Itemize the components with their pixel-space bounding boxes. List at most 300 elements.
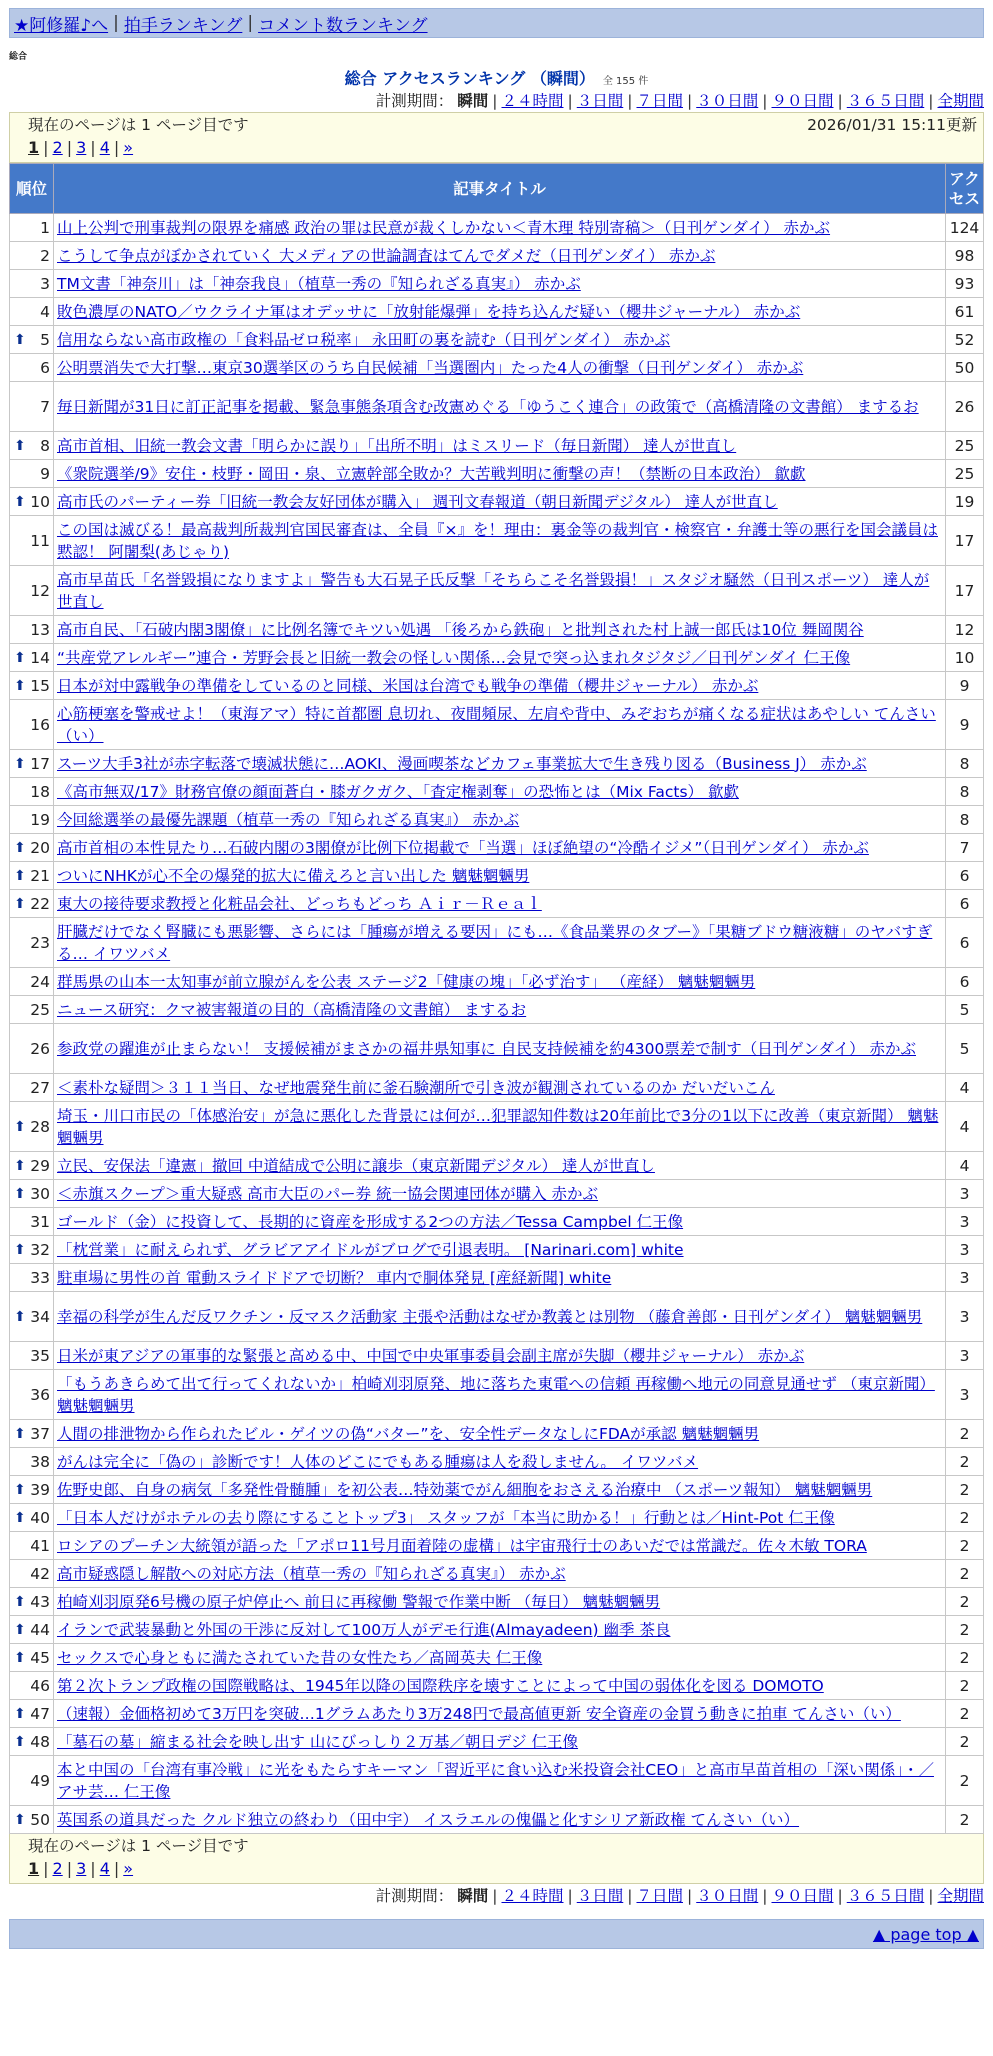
table-row [10, 1644, 984, 1672]
article-link[interactable]: 群馬県の山本一太知事が前立腺がんを公表 ステージ2「健康の塊」「必ず治す」 （産経） 魑魅魍魎男 [57, 972, 756, 991]
article-link[interactable]: 肝臓だけでなく腎臓にも悪影響、さらには「腫瘍が増える要因」にも…《食品業界のタブー》「果糖ブドウ糖液糖」のヤバすぎる… イワツバメ [57, 922, 933, 963]
rank-cell [10, 1448, 54, 1476]
title-cell [54, 1152, 946, 1180]
article-link[interactable]: 佐野史郎、自身の病気「多発性骨髄腫」を初公表…特効薬でがん細胞をおさえる治療中 （スポーツ報知） 魑魅魍魎男 [57, 1480, 873, 1499]
access-count: 98 [946, 242, 984, 270]
rank-cell [10, 1074, 54, 1102]
rank-header: 順位 [10, 164, 54, 214]
period-link-top-6[interactable]: 全期間 [937, 92, 984, 110]
article-link[interactable]: “共産党アレルギー”連合・芳野会長と旧統一教会の怪しい関係…会見で突っ込まれタジタジ／日刊ゲンダイ 仁王像 [57, 648, 851, 667]
article-link[interactable]: ついにNHKが心不全の爆発的拡大に備えろと言い出した 魑魅魍魎男 [57, 866, 530, 885]
article-link[interactable]: 《衆院選挙/9》安住・枝野・岡田・泉、立憲幹部全敗か？大苦戦判明に衝撃の声！（禁断の日本政治） 歙歔 [57, 464, 806, 483]
article-link[interactable]: 東大の接待要求教授と化粧品会社、どっちもどっち Ａｉｒ－Ｒｅａｌ [57, 894, 542, 913]
article-link[interactable]: 日本が対中露戦争の準備をしているのと同様、米国は台湾でも戦争の準備（櫻井ジャーナル） 赤かぶ [57, 676, 759, 695]
access-count: 6 [946, 862, 984, 890]
access-count: 8 [946, 750, 984, 778]
rank-number: 42 [30, 1564, 50, 1583]
access-count: 2 [946, 1532, 984, 1560]
article-link[interactable]: 本と中国の「台湾有事冷戦」に光をもたらすキーマン「習近平に食い込む米投資会社CEO」と高市早苗首相の「深い関係」・／アサ芸… 仁王像 [57, 1760, 934, 1801]
rank-number: 17 [30, 754, 50, 773]
period-current: 瞬間 [457, 92, 489, 110]
page-title: 総合 アクセスランキング （瞬間） [344, 69, 595, 88]
title-cell [54, 1700, 946, 1728]
period-link-top-1[interactable]: ３日間 [576, 92, 624, 110]
pager-separator: | [113, 1859, 120, 1878]
up-arrow-icon: ⬆ [14, 867, 26, 884]
article-link[interactable]: ロシアのプーチン大統領が語った「アポロ11号月面着陸の虚構」は宇宙飛行士のあいだでは常識だ。佐々木敏 TORA [57, 1536, 867, 1555]
rank-number: 19 [30, 810, 50, 829]
article-link[interactable]: ＜素朴な疑問＞３１１当日、なぜ地震発生前に釜石験潮所で引き波が観測されているのか だいだいこん [57, 1078, 775, 1097]
title-cell [54, 1588, 946, 1616]
table-row [10, 270, 984, 298]
nav-link-2[interactable]: コメント数ランキング [258, 15, 428, 36]
rank-number: 49 [30, 1771, 50, 1790]
page-top-link[interactable]: ▲ page top ▲ [872, 1924, 979, 1944]
period-link-top-5[interactable]: ３６５日間 [846, 92, 925, 110]
rank-cell [10, 1264, 54, 1292]
up-arrow-icon: ⬆ [14, 1481, 26, 1498]
table-row [10, 1588, 984, 1616]
up-arrow-icon: ⬆ [14, 1621, 26, 1638]
access-count: 3 [946, 1342, 984, 1370]
rank-cell [10, 1292, 54, 1342]
pager-separator: | [90, 1859, 96, 1878]
rank-number: 50 [30, 1810, 50, 1829]
table-row [10, 1024, 984, 1074]
table-row [10, 1208, 984, 1236]
rank-cell [10, 1024, 54, 1074]
access-count: 6 [946, 968, 984, 996]
pager-link-bottom-3[interactable]: 3 [76, 1859, 87, 1878]
access-count: 9 [946, 700, 984, 750]
up-arrow-icon: ⬆ [14, 755, 26, 772]
pager-link-top-4[interactable]: 4 [99, 138, 110, 157]
article-link[interactable]: ＜赤旗スクープ＞重大疑惑 高市大臣のパー券 統一協会関連団体が購入 赤かぶ [57, 1184, 599, 1203]
article-link[interactable]: 参政党の躍進が止まらない！ 支援候補がまさかの福井県知事に 自民支持候補を約4300票差で制す（日刊ゲンダイ） 赤かぶ [57, 1039, 916, 1058]
rank-cell [10, 806, 54, 834]
title-cell [54, 890, 946, 918]
table-row [10, 326, 984, 354]
info-box-top [9, 112, 984, 163]
article-link[interactable]: 高市疑惑隠し解散への対応方法（植草一秀の『知られざる真実』） 赤かぶ [57, 1564, 566, 1583]
table-row [10, 298, 984, 326]
article-link[interactable]: スーツ大手3社が赤字転落で壊滅状態に…AOKI、漫画喫茶などカフェ事業拡大で生き残り図る（Business J） 赤かぶ [57, 754, 867, 773]
article-link[interactable]: 山上公判で刑事裁判の限界を痛感 政治の罪は民意が裁くしかない＜青木理 特別寄稿＞（日刊ゲンダイ） 赤かぶ [57, 218, 831, 237]
rank-number: 45 [30, 1648, 50, 1667]
article-link[interactable]: この国は滅びる！最高裁判所裁判官国民審査は、全員『×』を！理由：裏金等の裁判官・検察官・弁護士等の悪行を国会議員は黙認！ 阿闍梨(あじゃり) [57, 520, 938, 561]
table-row [10, 616, 984, 644]
rank-number: 47 [30, 1704, 50, 1723]
rank-cell [10, 298, 54, 326]
period-separator: | [928, 1887, 934, 1905]
access-count: 2 [946, 1756, 984, 1806]
title-cell [54, 1756, 946, 1806]
rank-number: 46 [30, 1676, 50, 1695]
rank-cell [10, 1672, 54, 1700]
rank-number: 18 [30, 782, 50, 801]
rank-number: 12 [30, 581, 50, 600]
period-separator: | [837, 92, 843, 110]
article-link[interactable]: ゴールド（金）に投資して、長期的に資産を形成する2つの方法／Tessa Campbel 仁王像 [57, 1212, 684, 1231]
pager-link-top-2[interactable]: 2 [52, 138, 63, 157]
period-separator: | [492, 92, 498, 110]
rank-number: 44 [30, 1620, 50, 1639]
title-cell [54, 516, 946, 566]
table-row [10, 750, 984, 778]
access-count: 2 [946, 1616, 984, 1644]
title-cell [54, 750, 946, 778]
pager-separator: | [90, 138, 96, 157]
table-row [10, 834, 984, 862]
article-link[interactable]: こうして争点がぼかされていく 大メディアの世論調査はてんでダメだ（日刊ゲンダイ） 赤かぶ [57, 246, 716, 265]
table-row [10, 918, 984, 968]
period-separator: | [837, 1887, 843, 1905]
title-cell [54, 1532, 946, 1560]
up-arrow-icon: ⬆ [14, 1509, 26, 1526]
rank-number: 15 [30, 676, 50, 695]
table-row [10, 516, 984, 566]
rank-number: 33 [30, 1268, 50, 1287]
title-cell [54, 1504, 946, 1532]
title-cell [54, 996, 946, 1024]
table-row [10, 890, 984, 918]
title-cell [54, 270, 946, 298]
table-row [10, 488, 984, 516]
rank-number: 22 [30, 894, 50, 913]
top-nav-bar [9, 8, 984, 38]
bottom-bar [9, 1919, 984, 1949]
rank-cell [10, 1700, 54, 1728]
period-label: 計測期間： [375, 92, 454, 110]
article-link[interactable]: 「もうあきらめて出て行ってくれないか」柏崎刈羽原発、地に落ちた東電への信頼 再稼働へ地元の同意見通せず （東京新聞） 魑魅魍魎男 [57, 1374, 935, 1415]
rank-number: 10 [30, 492, 50, 511]
title-cell [54, 566, 946, 616]
period-separator: | [687, 92, 693, 110]
article-link[interactable]: TM文書「神奈川」は「神奈我良」（植草一秀の『知られざる真実』） 赤かぶ [57, 274, 581, 293]
table-row [10, 1616, 984, 1644]
article-link[interactable]: がんは完全に「偽の」診断です！人体のどこにでもある腫瘍は人を殺しません。 イワツバメ [57, 1452, 699, 1471]
rank-cell [10, 1532, 54, 1560]
access-count: 3 [946, 1264, 984, 1292]
rank-number: 1 [40, 218, 50, 237]
rank-number: 29 [30, 1156, 50, 1175]
table-row [10, 1728, 984, 1756]
title-cell [54, 1024, 946, 1074]
access-count: 8 [946, 806, 984, 834]
rank-number: 11 [30, 531, 50, 550]
rank-cell [10, 326, 54, 354]
table-row [10, 1504, 984, 1532]
rank-number: 39 [30, 1480, 50, 1499]
rank-number: 48 [30, 1732, 50, 1751]
rank-number: 8 [40, 436, 50, 455]
table-row [10, 1756, 984, 1806]
article-link[interactable]: 公明票消失で大打撃…東京30選挙区のうち自民候補「当選圏内」たった4人の衝撃（日刊ゲンダイ） 赤かぶ [57, 358, 804, 377]
pager-top [28, 136, 977, 162]
period-link-bottom-3[interactable]: ３０日間 [696, 1887, 759, 1905]
article-link[interactable]: 埼玉・川口市民の「体感治安」が急に悪化した背景には何が…犯罪認知件数は20年前比で3分の1以下に改善（東京新聞） 魑魅魍魎男 [57, 1106, 939, 1147]
access-count: 2 [946, 1644, 984, 1672]
article-link[interactable]: ニュース研究：クマ被害報道の目的（高橋清隆の文書館） まするお [57, 1000, 527, 1019]
rank-cell [10, 616, 54, 644]
article-link[interactable]: 立民、安保法「違憲」撤回 中道結成で公明に譲歩（東京新聞デジタル） 達人が世直し [57, 1156, 655, 1175]
page-title-line [9, 66, 984, 89]
title-cell [54, 1074, 946, 1102]
table-row [10, 778, 984, 806]
rank-number: 4 [40, 302, 50, 321]
title-cell [54, 1448, 946, 1476]
rank-number: 2 [40, 246, 50, 265]
rank-cell [10, 968, 54, 996]
title-cell [54, 1208, 946, 1236]
pager-link-bottom-4[interactable]: 4 [99, 1859, 110, 1878]
rank-cell [10, 1560, 54, 1588]
table-row [10, 1152, 984, 1180]
article-link[interactable]: 高市氏のパーティー券「旧統一教会友好団体が購入」 週刊文春報道（朝日新聞デジタル） 達人が世直し [57, 492, 778, 511]
current-page-text: 現在のページは 1 ページ目です [28, 116, 249, 134]
table-row [10, 1448, 984, 1476]
table-row [10, 862, 984, 890]
article-link[interactable]: 今回総選挙の最優先課題（植草一秀の『知られざる真実』） 赤かぶ [57, 810, 520, 829]
access-count: 93 [946, 270, 984, 298]
rank-cell [10, 644, 54, 672]
period-separator: | [627, 1887, 633, 1905]
table-row [10, 1700, 984, 1728]
period-separator: | [687, 1887, 693, 1905]
article-link[interactable]: 高市自民、「石破内閣3閣僚」に比例名簿でキツい処遇 「後ろから鉄砲」と批判された村上誠一郎氏は10位 舞岡関谷 [57, 620, 864, 639]
nav-link-0[interactable]: ★阿修羅♪へ [14, 15, 109, 36]
article-link[interactable]: 毎日新聞が31日に訂正記事を掲載、緊急事態条項含む改憲めぐる「ゆうこく連合」の政策で（高橋清隆の文書館） まするお [57, 397, 919, 416]
pager-link-top-3[interactable]: 3 [76, 138, 87, 157]
access-count: 5 [946, 1024, 984, 1074]
rank-number: 32 [30, 1240, 50, 1259]
article-link[interactable]: 第２次トランプ政権の国際戦略は、1945年以降の国際秩序を壊すことによって中国の弱体化を図る DOMOTO [57, 1676, 824, 1695]
rank-number: 28 [30, 1117, 50, 1136]
rank-number: 13 [30, 620, 50, 639]
up-arrow-icon: ⬆ [14, 1705, 26, 1722]
rank-number: 6 [40, 358, 50, 377]
rank-cell [10, 432, 54, 460]
rank-cell [10, 1342, 54, 1370]
title-cell [54, 1102, 946, 1152]
up-arrow-icon: ⬆ [14, 649, 26, 666]
period-link-bottom-2[interactable]: ７日間 [636, 1887, 683, 1905]
period-link-top-2[interactable]: ７日間 [636, 92, 683, 110]
table-row [10, 1292, 984, 1342]
title-cell [54, 1264, 946, 1292]
total-count: 全 155 件 [602, 76, 649, 87]
title-cell [54, 1672, 946, 1700]
article-link[interactable]: 幸福の科学が生んだ反ワクチン・反マスク活動家 主張や活動はなぜか教義とは別物 （藤倉善郎・日刊ゲンダイ） 魑魅魍魎男 [57, 1307, 923, 1326]
rank-number: 25 [30, 1000, 50, 1019]
access-count: 2 [946, 1672, 984, 1700]
pager-next-bottom[interactable]: » [123, 1859, 134, 1878]
access-count: 3 [946, 1292, 984, 1342]
table-row [10, 1806, 984, 1834]
rank-number: 24 [30, 972, 50, 991]
article-link[interactable]: 高市首相、旧統一教会文書「明らかに誤り」「出所不明」はミスリード（毎日新聞） 達人が世直し [57, 436, 737, 455]
access-count: 17 [946, 566, 984, 616]
rank-cell [10, 1728, 54, 1756]
access-count: 3 [946, 1180, 984, 1208]
up-arrow-icon: ⬆ [14, 677, 26, 694]
table-row [10, 460, 984, 488]
category-label: 総合 [9, 52, 28, 62]
rank-cell [10, 488, 54, 516]
period-link-bottom-5[interactable]: ３６５日間 [846, 1887, 925, 1905]
nav-separator: | [247, 13, 254, 33]
article-link[interactable]: 人間の排泄物から作られたビル・ゲイツの偽“バター”を、安全性データなしにFDAが承認 魑魅魍魎男 [57, 1424, 760, 1443]
article-link[interactable]: 柏崎刈羽原発6号機の原子炉停止へ 前日に再稼働 警報で作業中断 （毎日） 魑魅魍魎男 [57, 1592, 661, 1611]
rank-cell [10, 1806, 54, 1834]
period-selector-top [9, 91, 984, 112]
table-row [10, 1476, 984, 1504]
rank-number: 38 [30, 1452, 50, 1471]
rank-cell [10, 1208, 54, 1236]
rank-number: 36 [30, 1385, 50, 1404]
access-count: 52 [946, 326, 984, 354]
rank-number: 35 [30, 1346, 50, 1365]
period-link-bottom-0[interactable]: ２４時間 [501, 1887, 564, 1905]
title-header: 記事タイトル [54, 164, 946, 214]
title-cell [54, 1420, 946, 1448]
title-cell [54, 1806, 946, 1834]
period-link-bottom-1[interactable]: ３日間 [576, 1887, 624, 1905]
up-arrow-icon: ⬆ [14, 895, 26, 912]
access-count: 61 [946, 298, 984, 326]
article-link[interactable]: 信用ならない高市政権の「食料品ゼロ税率」 永田町の裏を読む（日刊ゲンダイ） 赤かぶ [57, 330, 671, 349]
period-label: 計測期間： [375, 1887, 454, 1905]
access-count: 2 [946, 1588, 984, 1616]
rank-cell [10, 1152, 54, 1180]
access-count: 2 [946, 1560, 984, 1588]
title-cell [54, 1236, 946, 1264]
title-cell [54, 1292, 946, 1342]
table-row [10, 1420, 984, 1448]
rank-cell [10, 460, 54, 488]
rank-number: 26 [30, 1039, 50, 1058]
access-count: 7 [946, 834, 984, 862]
pager-next-top[interactable]: » [123, 138, 134, 157]
access-count: 4 [946, 1102, 984, 1152]
period-link-top-4[interactable]: ９０日間 [771, 92, 834, 110]
rank-cell [10, 1588, 54, 1616]
rank-cell [10, 214, 54, 242]
rank-cell [10, 1370, 54, 1420]
rank-cell [10, 750, 54, 778]
rank-cell [10, 996, 54, 1024]
rank-number: 20 [30, 838, 50, 857]
count-header: アクセス [946, 164, 984, 214]
access-count: 5 [946, 996, 984, 1024]
table-row [10, 1180, 984, 1208]
title-cell [54, 214, 946, 242]
article-link[interactable]: イランで武装暴動と外国の干渉に反対して100万人がデモ行進(Almayadeen) 幽季 茶良 [57, 1620, 671, 1639]
article-link[interactable]: 英国系の道具だった クルド独立の終わり（田中宇） イスラエルの傀儡と化すシリア新政権 てんさい（い） [57, 1810, 800, 1829]
access-count: 19 [946, 488, 984, 516]
title-cell [54, 1728, 946, 1756]
ranking-table [9, 163, 984, 1834]
pager-separator: | [113, 138, 120, 157]
period-link-bottom-6[interactable]: 全期間 [937, 1887, 984, 1905]
table-row [10, 242, 984, 270]
rank-cell [10, 1102, 54, 1152]
access-count: 3 [946, 1208, 984, 1236]
title-cell [54, 644, 946, 672]
article-link[interactable]: 日米が東アジアの軍事的な緊張と高める中、中国で中央軍事委員会副主席が失脚（櫻井ジャーナル） 赤かぶ [57, 1346, 805, 1365]
up-arrow-icon: ⬆ [14, 493, 26, 510]
period-separator: | [928, 92, 934, 110]
access-count: 3 [946, 1370, 984, 1420]
up-arrow-icon: ⬆ [14, 1425, 26, 1442]
article-link[interactable]: 心筋梗塞を警戒せよ！（東海アマ）特に首都圏 息切れ、夜間頻尿、左肩や背中、みぞおちが痛くなる症状はあやしい てんさい（い） [57, 704, 936, 745]
period-link-top-0[interactable]: ２４時間 [501, 92, 564, 110]
article-link[interactable]: 高市首相の本性見たり…石破内閣の3閣僚が比例下位掲載で「当選」ほぼ絶望の“冷酷イジメ”（日刊ゲンダイ） 赤かぶ [57, 838, 869, 857]
table-row [10, 1102, 984, 1152]
period-selector-bottom [9, 1886, 984, 1907]
article-link[interactable]: （速報）金価格初めて3万円を突破…1グラムあたり3万248円で最高値更新 安全資産の金買う動きに拍車 てんさい（い） [57, 1704, 901, 1723]
access-count: 6 [946, 918, 984, 968]
article-link[interactable]: 「墓石の墓」縮まる社会を映し出す 山にびっしり２万基／朝日デジ 仁王像 [57, 1732, 579, 1751]
rank-number: 31 [30, 1212, 50, 1231]
pager-link-bottom-2[interactable]: 2 [52, 1859, 63, 1878]
table-row [10, 566, 984, 616]
rank-cell [10, 890, 54, 918]
rank-cell [10, 382, 54, 432]
period-separator: | [627, 92, 633, 110]
article-link[interactable]: 「日本人だけがホテルの去り際にすることトップ3」 スタッフが「本当に助かる！」行動とは／Hint-Pot 仁王像 [57, 1508, 835, 1527]
access-count: 2 [946, 1448, 984, 1476]
up-arrow-icon: ⬆ [14, 1811, 26, 1828]
access-count: 4 [946, 1074, 984, 1102]
rank-number: 34 [30, 1307, 50, 1326]
article-link[interactable]: 《高市無双/17》財務官僚の顔面蒼白・膝ガクガク、「査定権剥奪」の恐怖とは（Mix Facts） 歙歔 [57, 782, 739, 801]
rank-cell [10, 918, 54, 968]
title-cell [54, 616, 946, 644]
table-row [10, 644, 984, 672]
article-link[interactable]: 「枕営業」に耐えられず、グラビアアイドルがブログで引退表明。 [Narinari.com] white [57, 1240, 684, 1259]
nav-link-1[interactable]: 拍手ランキング [123, 15, 243, 36]
table-row [10, 354, 984, 382]
table-row [10, 1532, 984, 1560]
table-row [10, 1264, 984, 1292]
title-cell [54, 460, 946, 488]
rank-cell [10, 672, 54, 700]
period-separator: | [492, 1887, 498, 1905]
title-cell [54, 778, 946, 806]
period-link-bottom-4[interactable]: ９０日間 [771, 1887, 834, 1905]
article-link[interactable]: セックスで心身ともに満たされていた昔の女性たち／高岡英夫 仁王像 [57, 1648, 543, 1667]
title-cell [54, 354, 946, 382]
table-row [10, 968, 984, 996]
rank-number: 40 [30, 1508, 50, 1527]
title-cell [54, 1180, 946, 1208]
table-row [10, 1560, 984, 1588]
article-link[interactable]: 高市早苗氏「名誉毀損になりますよ」警告も大石晃子氏反撃「そちらこそ名誉毀損！」スタジオ騒然（日刊スポーツ） 達人が世直し [57, 570, 930, 611]
article-link[interactable]: 敗色濃厚のNATO／ウクライナ軍はオデッサに「放射能爆弾」を持ち込んだ疑い（櫻井ジャーナル） 赤かぶ [57, 302, 801, 321]
title-cell [54, 918, 946, 968]
rank-number: 16 [30, 715, 50, 734]
nav-separator: | [113, 13, 119, 33]
title-cell [54, 1560, 946, 1588]
updated-timestamp: 2026/01/31 15:11更新 [807, 116, 977, 134]
up-arrow-icon: ⬆ [14, 1593, 26, 1610]
up-arrow-icon: ⬆ [14, 437, 26, 454]
rank-cell [10, 1180, 54, 1208]
article-link[interactable]: 駐車場に男性の首 電動スライドドアで切断？ 車内で胴体発見 [産経新聞] white [57, 1268, 612, 1287]
period-separator: | [762, 92, 768, 110]
period-link-top-3[interactable]: ３０日間 [696, 92, 759, 110]
